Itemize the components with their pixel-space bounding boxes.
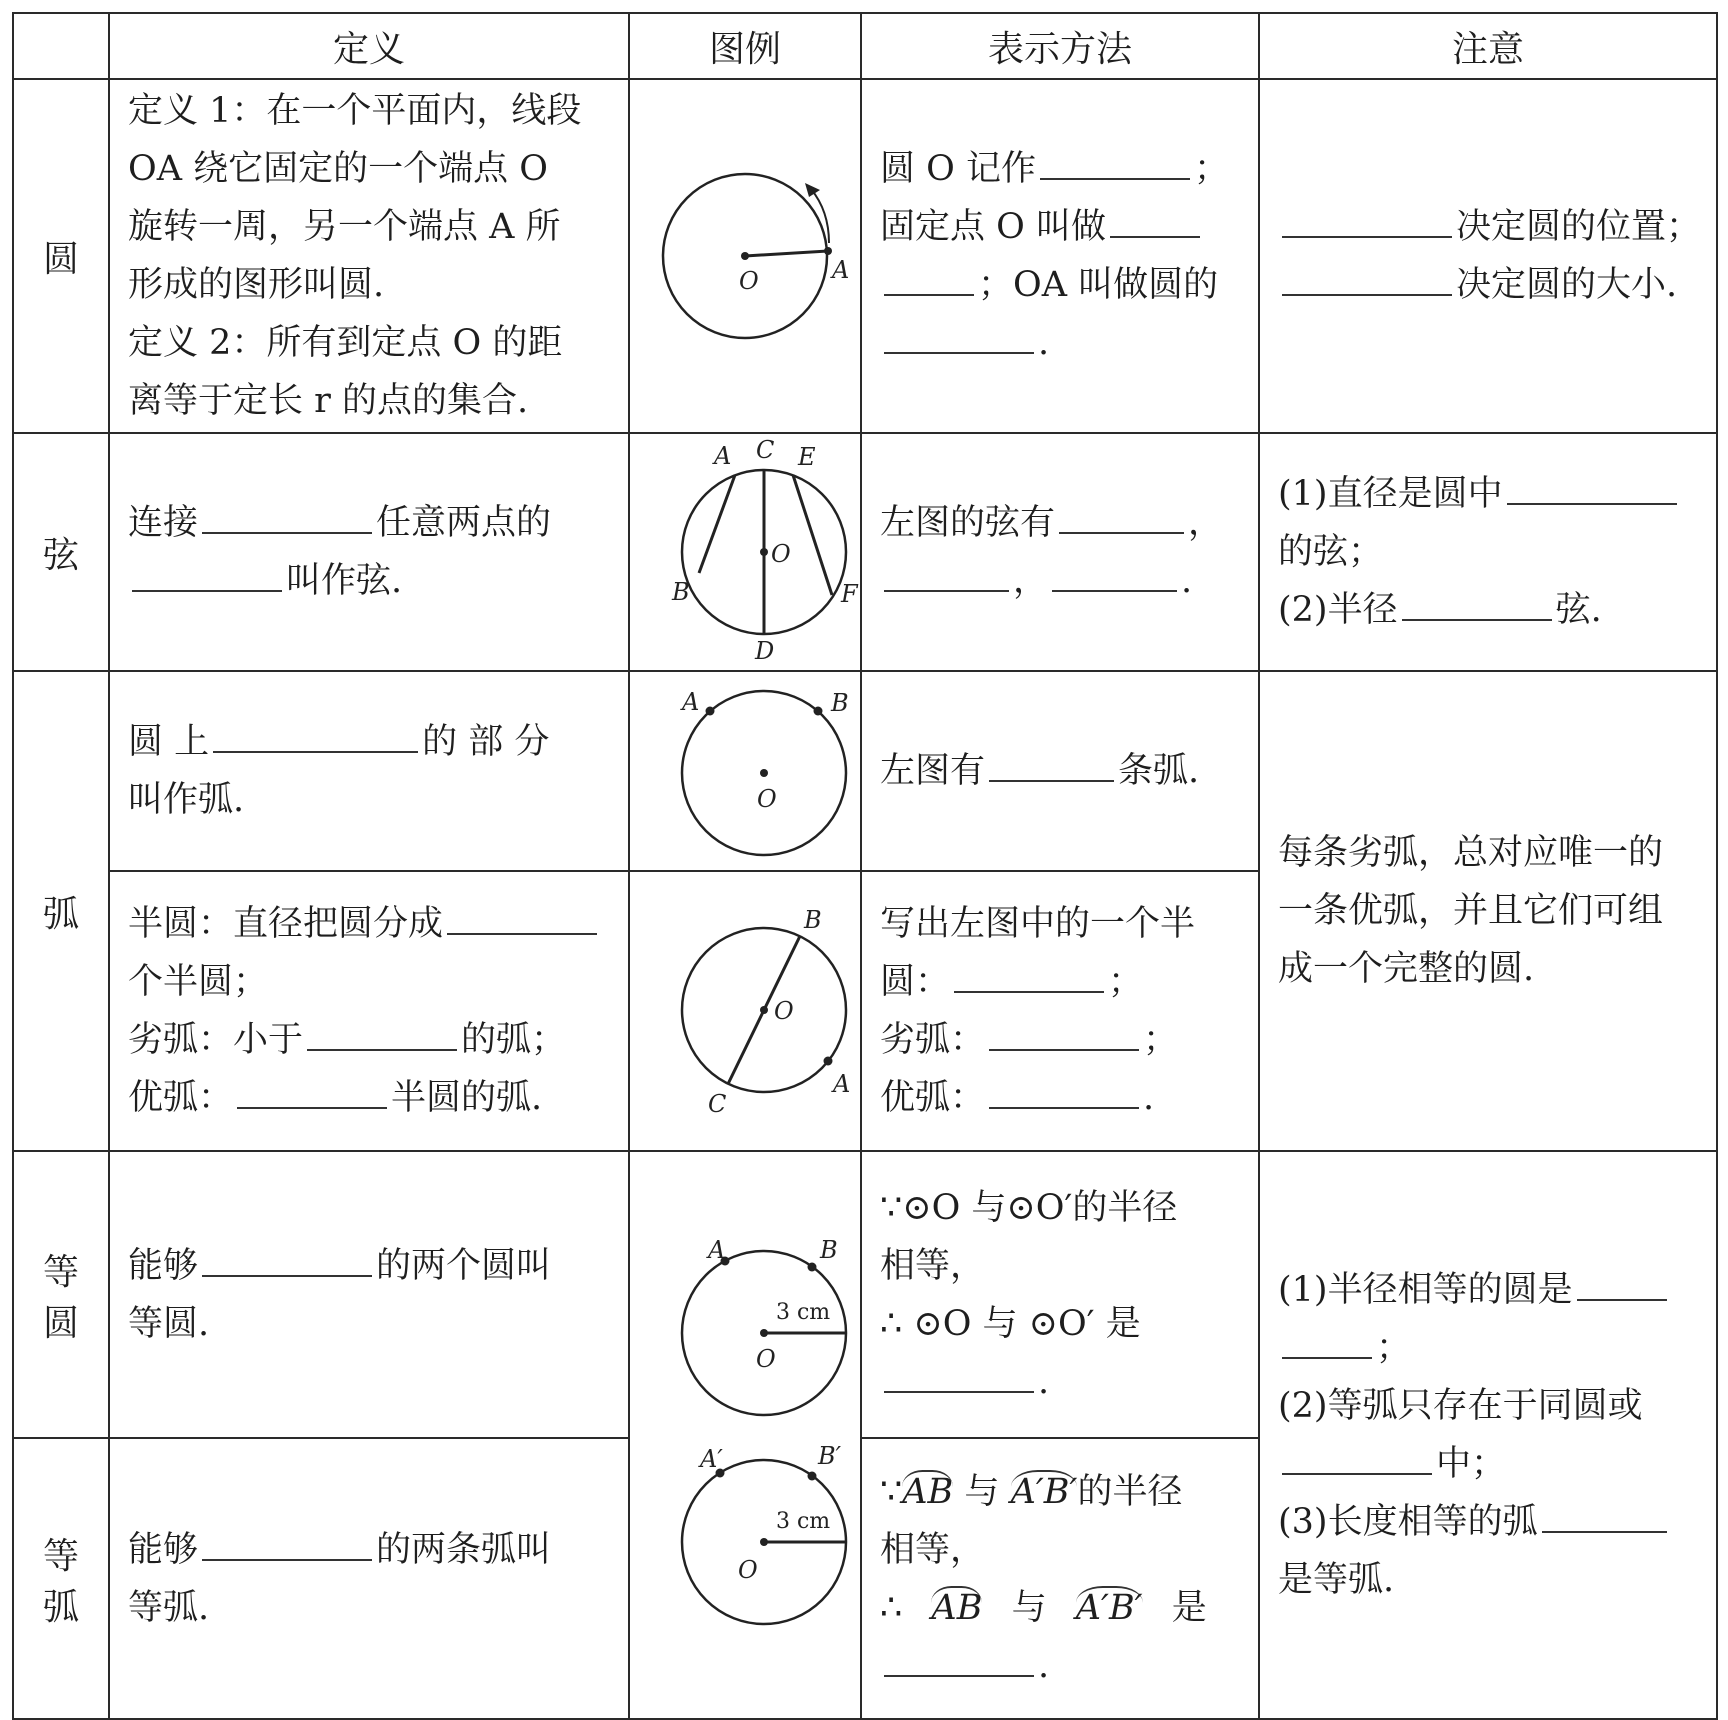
- blank-circle-radius[interactable]: [884, 319, 1034, 354]
- arc2-fig-label-o: O: [774, 997, 794, 1025]
- equal-circle-fig-label-o: O: [756, 1345, 776, 1373]
- chord-fig-label-d: D: [755, 637, 775, 665]
- arc2-fig-label-b: B: [804, 906, 822, 934]
- blank-chord-def-2[interactable]: [132, 557, 282, 592]
- equal-arc-fig-label-b: B′: [818, 1442, 842, 1470]
- header-empty-cell: [13, 13, 109, 79]
- circle-figure: [648, 80, 880, 432]
- blank-circle-center[interactable]: [1110, 203, 1200, 238]
- chord-notation-b: ，: [1188, 503, 1224, 543]
- blank-arc-count[interactable]: [989, 747, 1114, 782]
- header-definition: 定义: [109, 13, 629, 79]
- equal-arc-notation-d: .: [1038, 1645, 1050, 1686]
- arc-notation-1: [861, 671, 1259, 871]
- equal-note: [1259, 1151, 1717, 1719]
- blank-chord-1[interactable]: [1059, 499, 1184, 534]
- arc-notation1-a: 左图有: [880, 751, 986, 791]
- equal-arc-notation-a1: ∵: [880, 1471, 903, 1512]
- circle-concepts-table: [12, 12, 1718, 1720]
- row-arc-1: [13, 671, 1717, 871]
- equal-arc-def-a: 能够: [128, 1529, 199, 1570]
- header-note: 注意: [1259, 13, 1717, 79]
- chord-definition: [109, 433, 629, 671]
- blank-circle-notation[interactable]: [1040, 145, 1190, 180]
- chord-fig-label-c: C: [756, 436, 775, 464]
- blank-circle-center-2[interactable]: [884, 261, 974, 296]
- circle-notation-a: 圆 O 记作: [880, 149, 1036, 189]
- blank-semicircle[interactable]: [954, 958, 1104, 993]
- circle-figure-cell: [629, 79, 861, 433]
- equal-arc-notation-c2: 与: [1011, 1587, 1047, 1628]
- arc1-fig-label-a: A: [682, 688, 700, 716]
- blank-minor-arc-name[interactable]: [989, 1016, 1139, 1051]
- chord-note-2b: 弦.: [1555, 590, 1602, 630]
- circle-fig-label-a: A: [832, 256, 850, 284]
- row-equal-circle: [13, 1151, 1717, 1438]
- circle-def-line-6: 离等于定长 r 的点的集合.: [128, 381, 529, 421]
- circle-note-2: 决定圆的大小.: [1456, 265, 1678, 305]
- equal-circle-definition: [109, 1151, 629, 1438]
- equal-arc-notation-b: 相等，: [880, 1529, 986, 1570]
- arc-notation2-c: ；: [1108, 962, 1144, 1002]
- circle-def-line-1: 定义 1：在一个平面内，线段: [128, 91, 582, 131]
- arc-definition-2: [109, 871, 629, 1151]
- chord-notation: [861, 433, 1259, 671]
- circle-notation-c: 固定点 O 叫做: [880, 207, 1106, 247]
- equal-arc-fig-radius: 3 cm: [776, 1509, 831, 1534]
- blank-chord-note-1[interactable]: [1507, 470, 1677, 505]
- arc-def2-c: 劣弧：小于: [128, 1020, 304, 1060]
- arc-def2-f: 半圆的弧.: [391, 1078, 543, 1118]
- equal-circle-fig-label-b: B: [820, 1236, 838, 1264]
- blank-equal-note-3[interactable]: [1542, 1498, 1667, 1533]
- equal-note-3a: (3)长度相等的弧: [1278, 1502, 1538, 1542]
- chord-figure: [648, 434, 880, 670]
- arc-notation2-d: 劣弧：: [880, 1020, 986, 1060]
- blank-circle-position[interactable]: [1282, 203, 1452, 238]
- arc-figure-2: [648, 872, 880, 1150]
- arc-notation2-e: ；: [1143, 1020, 1179, 1060]
- equal-note-1a: (1)半径相等的圆是: [1278, 1270, 1573, 1310]
- equal-circle-def-c: 等圆.: [128, 1303, 210, 1344]
- blank-major-arc[interactable]: [237, 1074, 387, 1109]
- blank-equal-arc[interactable]: [202, 1525, 372, 1560]
- blank-chord-3[interactable]: [1052, 557, 1177, 592]
- row-label-circle: 圆: [13, 79, 109, 433]
- row-label-equal-arc: 等弧: [13, 1438, 109, 1719]
- arc-figure-1: [648, 672, 880, 870]
- arc-def1-c: 叫作弧.: [128, 780, 245, 820]
- chord-notation-d: .: [1181, 561, 1193, 601]
- blank-minor-arc[interactable]: [307, 1016, 457, 1051]
- arc-def2-a: 半圆：直径把圆分成: [128, 904, 444, 944]
- equal-note-1b: ；: [1376, 1328, 1412, 1368]
- blank-chord-2[interactable]: [884, 557, 1009, 592]
- equal-note-2a: (2)等弧只存在于同圆或: [1278, 1386, 1643, 1426]
- chord-fig-label-b: B: [672, 578, 690, 606]
- equal-note-3b: 是等弧.: [1278, 1560, 1395, 1600]
- equal-arc-definition: [109, 1438, 629, 1719]
- blank-chord-note-2[interactable]: [1402, 586, 1552, 621]
- chord-figure-cell: [629, 433, 861, 671]
- blank-equal-note-1b[interactable]: [1282, 1324, 1372, 1359]
- equal-arc-fig-label-a: A′: [700, 1445, 723, 1473]
- circle-def-line-5: 定义 2：所有到定点 O 的距: [128, 323, 563, 363]
- equal-circle-notation-a: ∵⊙O 与⊙O′的半径: [880, 1187, 1178, 1228]
- arc-note-line-2: 一条优弧，并且它们可组: [1278, 891, 1664, 931]
- circle-fig-label-o: O: [739, 267, 759, 295]
- arc-note: [1259, 671, 1717, 1151]
- chord-note-2a: (2)半径: [1278, 590, 1398, 630]
- arc-definition-1: [109, 671, 629, 871]
- circle-note-1: 决定圆的位置；: [1456, 207, 1702, 247]
- blank-equal-arc-conclusion[interactable]: [884, 1641, 1034, 1676]
- header-row: [13, 13, 1717, 79]
- arc-a1b1-symbol: A′B′: [1010, 1471, 1078, 1512]
- equal-arc-notation-a3: 的半径: [1077, 1471, 1183, 1512]
- chord-notation-a: 左图的弦有: [880, 503, 1056, 543]
- chord-fig-label-f: F: [841, 580, 858, 608]
- circle-def-line-3: 旋转一周，另一个端点 A 所: [128, 207, 561, 247]
- row-circle: [13, 79, 1717, 433]
- blank-equal-note-1[interactable]: [1577, 1266, 1667, 1301]
- chord-def-c: 叫作弦.: [286, 561, 403, 601]
- blank-arc-def-1[interactable]: [213, 718, 418, 753]
- arc-a1b1-symbol-2: A′B′: [1075, 1587, 1143, 1628]
- arc-def2-e: 优弧：: [128, 1078, 234, 1118]
- chord-fig-label-e: E: [798, 443, 816, 471]
- header-figure: 图例: [629, 13, 861, 79]
- blank-major-arc-name[interactable]: [989, 1074, 1139, 1109]
- chord-fig-label-a: A: [714, 442, 732, 470]
- circle-def-line-2: OA 绕它固定的一个端点 O: [128, 149, 548, 189]
- equal-arc-fig-label-o: O: [738, 1556, 758, 1584]
- arc-figure-1-cell: [629, 671, 861, 871]
- equal-circle-notation: [861, 1151, 1259, 1438]
- arc-def2-b: 个半圆；: [128, 962, 269, 1002]
- equal-figures: [648, 1152, 880, 1718]
- arc-ab-symbol: AB: [902, 1471, 954, 1512]
- row-label-arc: 弧: [13, 671, 109, 1151]
- blank-equal-circle-conclusion[interactable]: [884, 1357, 1034, 1392]
- chord-note-1b: 的弦；: [1278, 532, 1384, 572]
- equal-arc-notation: [861, 1438, 1259, 1719]
- circle-note: [1259, 79, 1717, 433]
- chord-note-1a: (1)直径是圆中: [1278, 474, 1503, 514]
- equal-note-2b: 中；: [1436, 1444, 1507, 1484]
- equal-arc-def-c: 等弧.: [128, 1587, 210, 1628]
- blank-circle-size[interactable]: [1282, 261, 1452, 296]
- circle-notation: [861, 79, 1259, 433]
- blank-chord-def-1[interactable]: [202, 499, 372, 534]
- circle-notation-b: ；: [1193, 149, 1229, 189]
- arc2-fig-label-a: A: [833, 1070, 851, 1098]
- arc-notation2-f: 优弧：: [880, 1078, 986, 1118]
- chord-def-a: 连接: [128, 503, 199, 543]
- arc-ab-symbol-2: AB: [931, 1587, 983, 1628]
- equal-figures-cell: [629, 1151, 861, 1719]
- row-label-chord: 弦: [13, 433, 109, 671]
- chord-note: [1259, 433, 1717, 671]
- chord-notation-c: ，: [1013, 561, 1049, 601]
- arc-note-line-1: 每条劣弧，总对应唯一的: [1278, 833, 1664, 873]
- blank-semicircle-count[interactable]: [447, 900, 597, 935]
- header-notation: 表示方法: [861, 13, 1259, 79]
- equal-circle-notation-d: .: [1038, 1361, 1050, 1402]
- arc-notation2-a: 写出左图中的一个半: [880, 904, 1196, 944]
- row-label-equal-circle: 等圆: [13, 1151, 109, 1438]
- arc-def1-b: 的 部 分: [422, 722, 550, 762]
- arc-def1-a: 圆 上: [128, 722, 210, 762]
- arc1-fig-label-o: O: [757, 785, 777, 813]
- arc-figure-2-cell: [629, 871, 861, 1151]
- arc-notation2-g: .: [1143, 1078, 1155, 1118]
- circle-def-line-4: 形成的图形叫圆.: [128, 265, 385, 305]
- equal-circle-def-a: 能够: [128, 1245, 199, 1286]
- equal-arc-notation-c3: 是: [1171, 1587, 1207, 1628]
- circle-notation-e: .: [1038, 323, 1050, 363]
- equal-circle-def-b: 的两个圆叫: [376, 1245, 552, 1286]
- equal-arc-notation-a2: 与: [964, 1471, 1000, 1512]
- equal-arc-notation-c1: ∴: [880, 1587, 903, 1628]
- arc-def2-d: 的弧；: [461, 1020, 567, 1060]
- arc-note-line-3: 成一个完整的圆.: [1278, 949, 1535, 989]
- row-chord: [13, 433, 1717, 671]
- equal-circle-notation-b: 相等，: [880, 1245, 986, 1286]
- arc1-fig-label-b: B: [831, 689, 849, 717]
- equal-circle-notation-c: ∴ ⊙O 与 ⊙O′ 是: [880, 1303, 1141, 1344]
- circle-definition: [109, 79, 629, 433]
- equal-arc-def-b: 的两条弧叫: [376, 1529, 552, 1570]
- equal-circle-fig-label-a: A: [708, 1236, 726, 1264]
- arc2-fig-label-c: C: [708, 1090, 727, 1118]
- arc-notation2-b: 圆：: [880, 962, 951, 1002]
- chord-def-b: 任意两点的: [376, 503, 552, 543]
- circle-notation-d: ；OA 叫做圆的: [978, 265, 1219, 305]
- arc-notation1-b: 条弧.: [1118, 751, 1200, 791]
- blank-equal-note-2[interactable]: [1282, 1440, 1432, 1475]
- chord-fig-label-o: O: [771, 540, 791, 568]
- concept-table-frame: [12, 12, 1716, 1695]
- blank-equal-circle[interactable]: [202, 1241, 372, 1276]
- arc-notation-2: [861, 871, 1259, 1151]
- equal-circle-fig-radius: 3 cm: [776, 1300, 831, 1325]
